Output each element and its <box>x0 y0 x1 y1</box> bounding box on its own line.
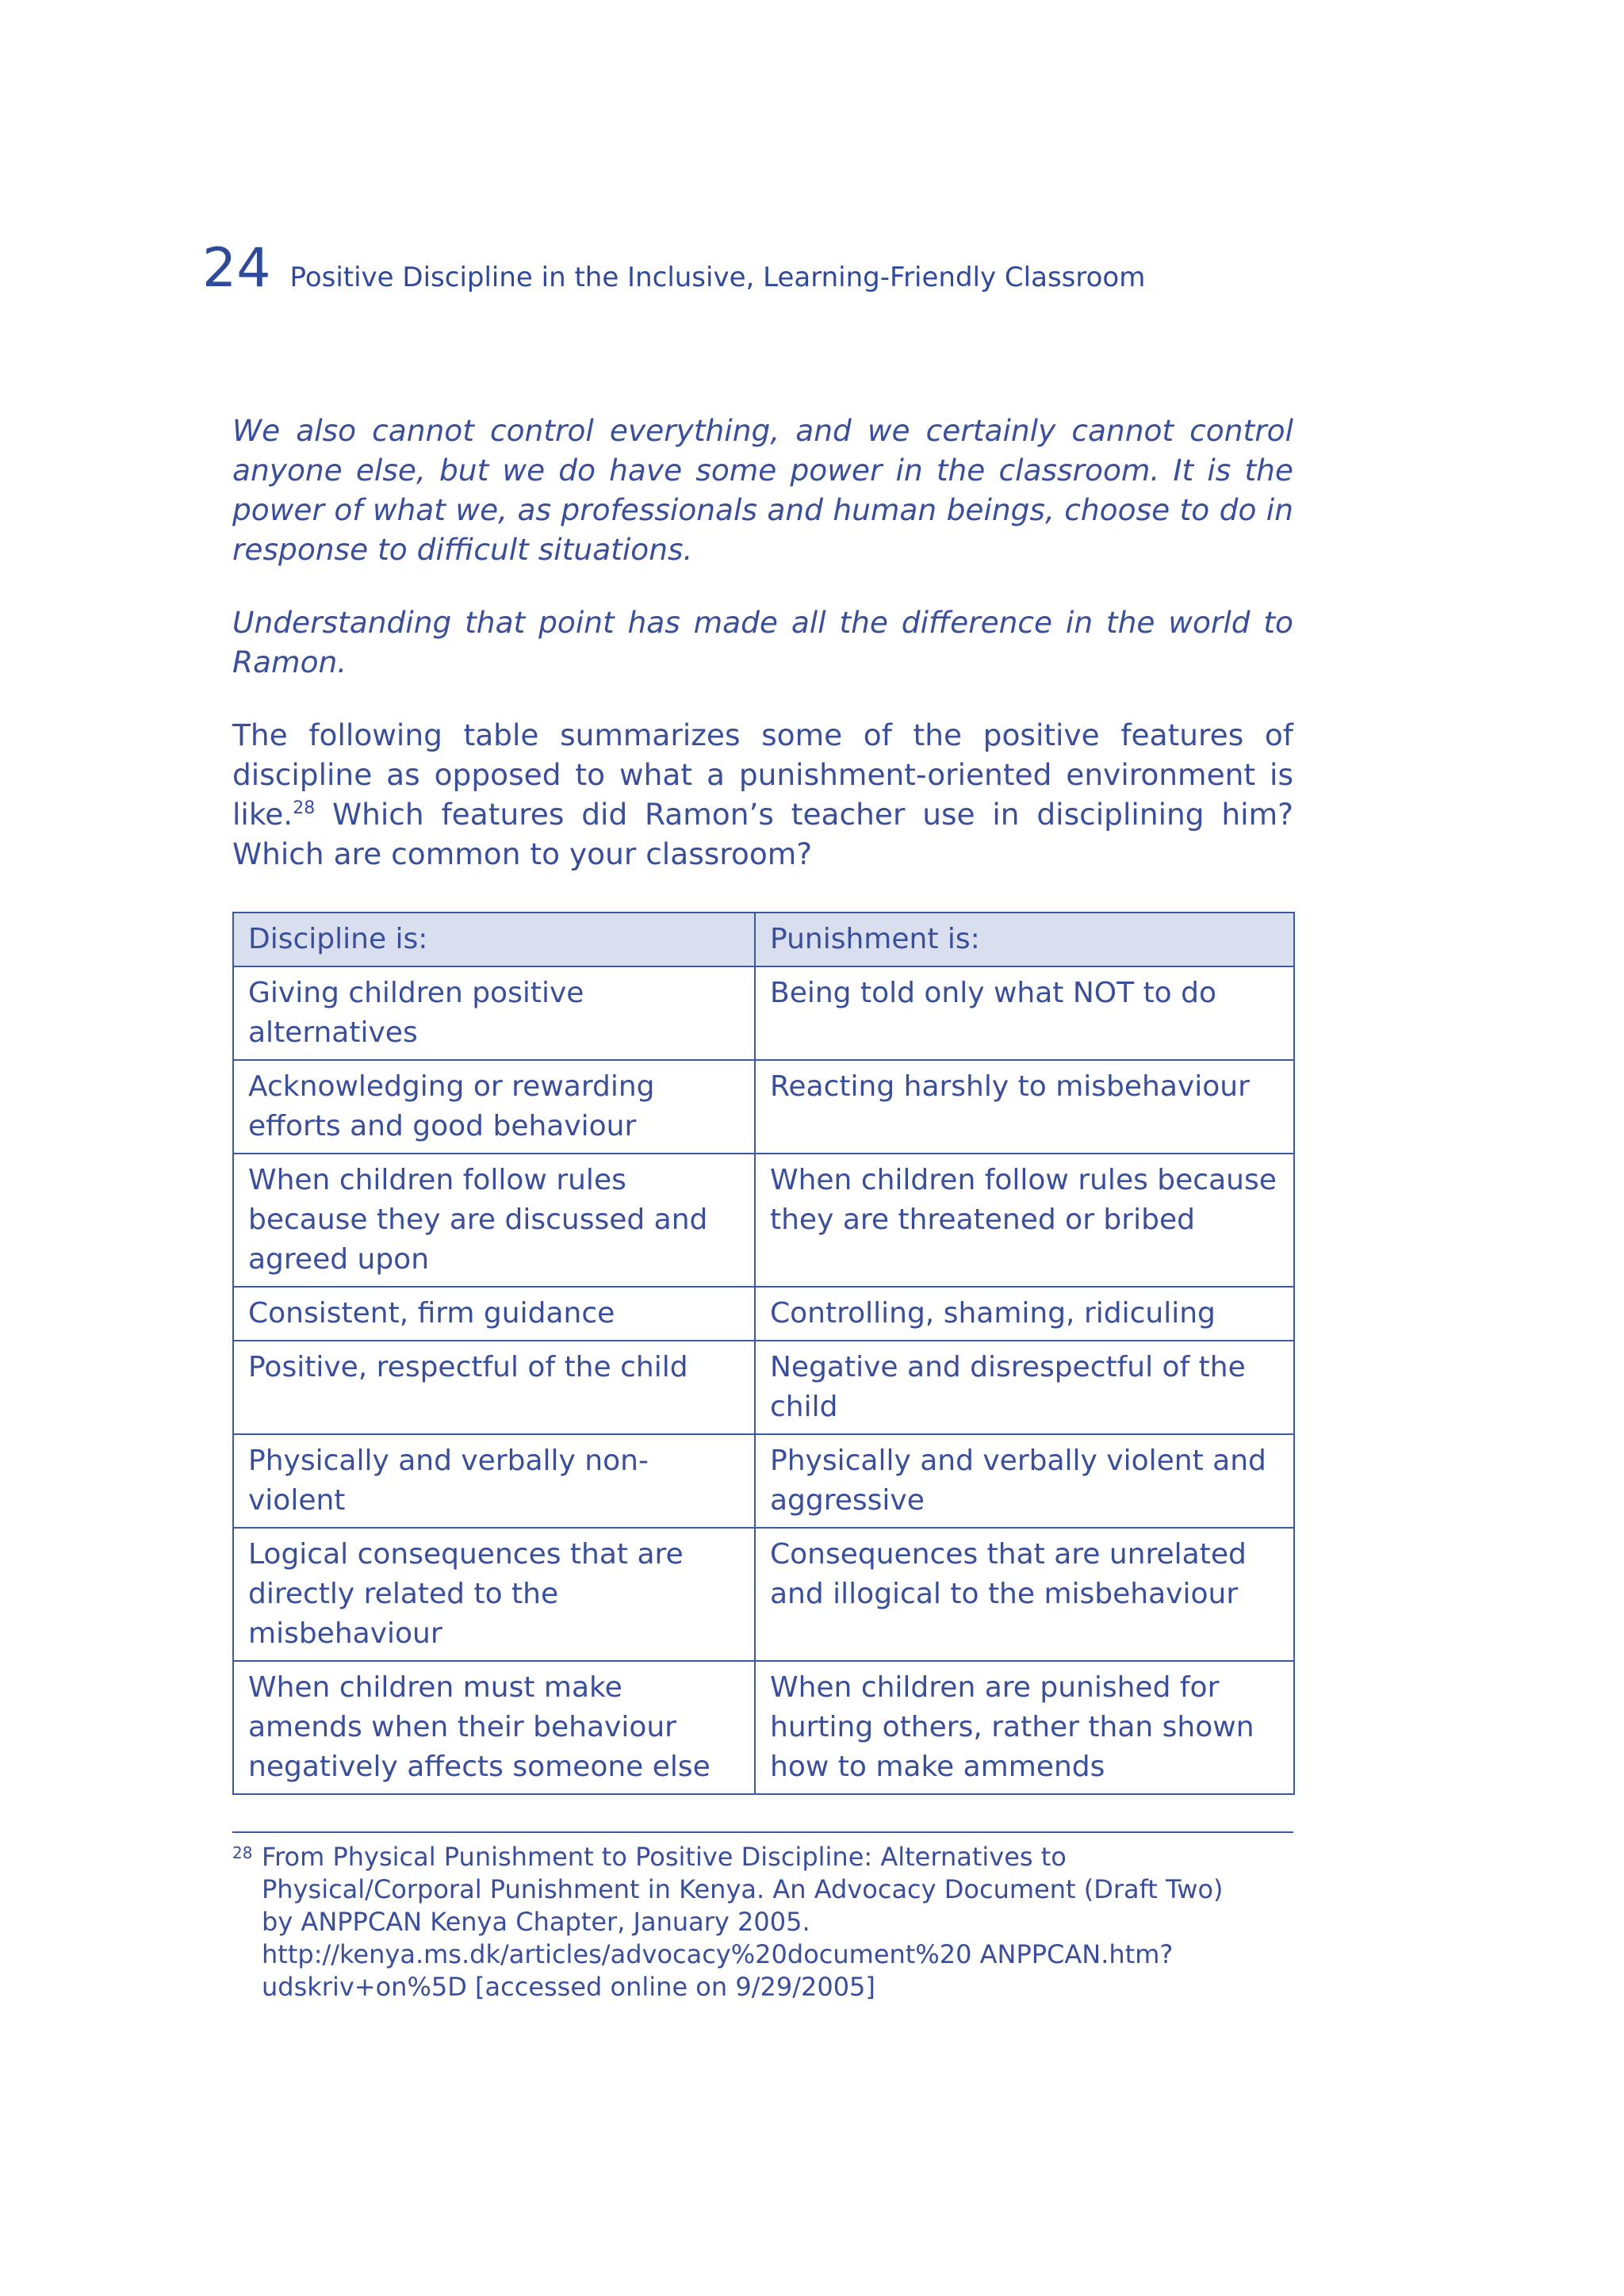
discipline-cell: Positive, respectful of the child <box>233 1341 755 1434</box>
punishment-cell: When children are punished for hurting others, rather than shown how to make ammends <box>755 1661 1294 1794</box>
discipline-cell: Physically and verbally non-violent <box>233 1434 755 1528</box>
discipline-cell: Logical consequences that are directly related to the misbehaviour <box>233 1528 755 1661</box>
discipline-cell: When children must make amends when their behaviour negatively affects someone else <box>233 1661 755 1794</box>
discipline-cell: When children follow rules because they are discussed and agreed upon <box>233 1154 755 1287</box>
punishment-cell: Consequences that are unrelated and illogical to the misbehaviour <box>755 1528 1294 1661</box>
table-row <box>233 1661 1294 1794</box>
table-intro-question: Which features did Ramon’s teacher use in disciplining him? Which are common to your classroom? <box>232 797 1293 871</box>
main-content <box>232 411 1293 1795</box>
punishment-cell: Controlling, shaming, ridiculing <box>755 1287 1294 1341</box>
punishment-cell: Reacting harshly to misbehaviour <box>755 1060 1294 1154</box>
header-punishment: Punishment is: <box>755 913 1294 966</box>
page-number: 24 <box>202 237 271 300</box>
running-title: Positive Discipline in the Inclusive, Learning-Friendly Classroom <box>289 262 1146 293</box>
punishment-cell: When children follow rules because they are threatened or bribed <box>755 1154 1294 1287</box>
intro-paragraph: We also cannot control everything, and we certainly cannot control anyone else, but we do have some power in the classroom. It is the power of what we, as professionals and human beings, choose to do in response to difficult situations. <box>232 413 1293 567</box>
table-row <box>233 1528 1294 1661</box>
table-row <box>233 1060 1294 1154</box>
punishment-cell: Negative and disrespectful of the child <box>755 1341 1294 1434</box>
ramon-paragraph: Understanding that point has made all the difference in the world to Ramon. <box>232 605 1293 679</box>
table-row <box>233 1154 1294 1287</box>
discipline-cell: Consistent, firm guidance <box>233 1287 755 1341</box>
footnote-reference[interactable]: 28 <box>293 798 316 818</box>
page-header <box>202 237 1146 300</box>
punishment-cell: Being told only what NOT to do <box>755 966 1294 1060</box>
discipline-vs-punishment-table <box>232 912 1295 1795</box>
punishment-cell: Physically and verbally violent and aggressive <box>755 1434 1294 1528</box>
footnote-divider <box>232 1831 1293 1833</box>
table-intro-text: The following table summarizes some of the positive features of discipline as opposed to what a punishment-oriented environment is like. <box>232 718 1293 832</box>
table-row <box>233 1287 1294 1341</box>
footnote-mark: 28 <box>232 1843 253 1862</box>
table-row <box>233 1341 1294 1434</box>
discipline-cell: Giving children positive alternatives <box>233 966 755 1060</box>
discipline-cell: Acknowledging or rewarding efforts and good behaviour <box>233 1060 755 1154</box>
footnote <box>232 1841 1293 2003</box>
table-row <box>233 1434 1294 1528</box>
table-header-row <box>233 913 1294 966</box>
header-discipline: Discipline is: <box>233 913 755 966</box>
footnote-text: From Physical Punishment to Positive Discipline: Alternatives to Physical/Corporal Punishment in Kenya. An Advocacy Document (Draft Two) by ANPPCAN Kenya Chapter, January 2005. http://kenya.ms.dk/articles/advocacy%20document%20 ANPPCAN.htm?udskriv+on%5D [accessed online on 9/29/2005] <box>262 1842 1224 2002</box>
table-intro-paragraph <box>232 715 1293 874</box>
table-row <box>233 966 1294 1060</box>
